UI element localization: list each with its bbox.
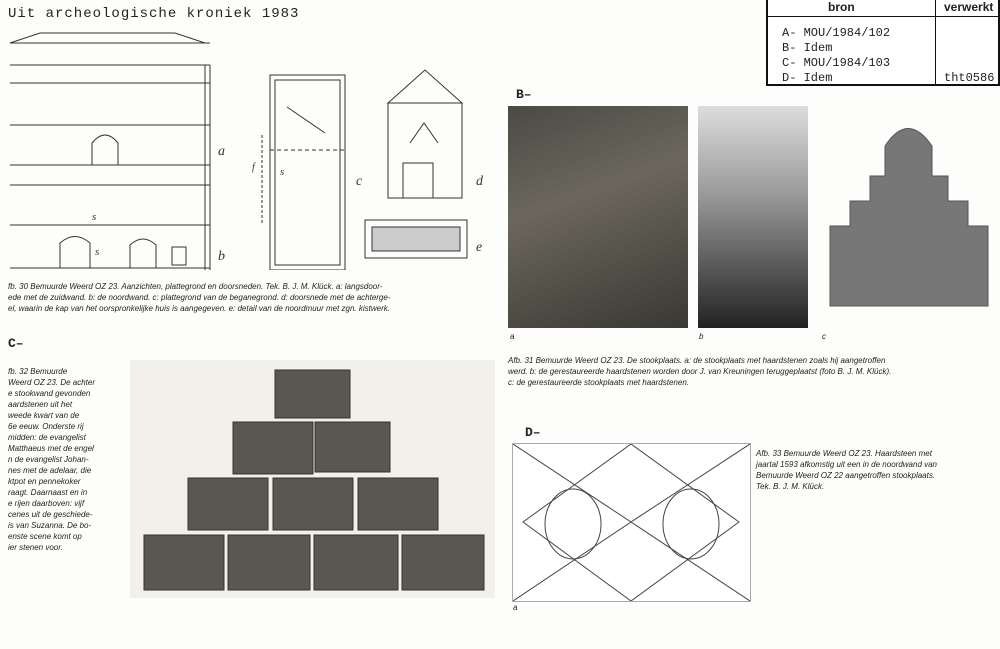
col-verwerkt-header: verwerkt bbox=[944, 0, 994, 14]
drawing-label-s3: s bbox=[280, 166, 285, 178]
source-row: D- Idem bbox=[782, 71, 833, 85]
drawing-label-d: d bbox=[476, 174, 483, 189]
drawing-label-b: b bbox=[218, 249, 225, 264]
architectural-drawings bbox=[0, 25, 495, 270]
section-label-d: D– bbox=[525, 425, 541, 440]
caption-afb31: Afb. 31 Bemuurde Weerd OZ 23. De stookplaats. a: de stookplaats met haardstenen zoals hij aangetroffen werd. b: de gerestaureerde haardstenen worden door J. van Kreuningen teruggeplaatst (foto B. J. M. Klück). c: de gerestaureerde stookplaats met haardstenen. bbox=[508, 356, 892, 387]
drawing-label-s1: s bbox=[92, 211, 97, 223]
source-row: C- MOU/1984/103 bbox=[782, 56, 891, 70]
caption-afb32: fb. 32 Bemuurde Weerd OZ 23. De achter e stookwand gevonden aardstenen uit het weede kwart van de 6e eeuw. Onderste rij midden: de evangelist Matthaeus met de engel n de evangelist Johan- nes met de adelaar, die ktpot en pennekoker raagt. Daarnaast en in e rijen daarboven: vijf cenes uit de geschiede- is van Suzanna. De bo- enste scene komt op ier stenen voor. bbox=[8, 367, 95, 552]
section-label-b: B– bbox=[516, 87, 532, 102]
photo-label-c: c bbox=[822, 332, 826, 341]
page-header-title: Uit archeologische kroniek 1983 bbox=[8, 6, 300, 22]
source-table-divider bbox=[935, 0, 936, 84]
photo-label-b: b bbox=[699, 332, 704, 341]
photo-hearth-found bbox=[508, 106, 688, 328]
photo-restoration bbox=[698, 106, 808, 328]
photo-restored-hearth bbox=[820, 106, 998, 328]
source-row: B- Idem bbox=[782, 41, 833, 55]
source-table bbox=[766, 0, 1000, 86]
photo-label-a: a bbox=[510, 332, 515, 341]
photo-label-d: a bbox=[513, 603, 518, 612]
section-label-c: C– bbox=[8, 336, 24, 351]
drawing-label-e: e bbox=[476, 240, 483, 255]
photo-hearth-stones bbox=[130, 360, 495, 598]
drawing-hearthstone-1593 bbox=[512, 443, 751, 602]
col-bron-header: bron bbox=[828, 0, 855, 14]
drawing-label-a: a bbox=[218, 144, 225, 159]
source-row: A- MOU/1984/102 bbox=[782, 26, 891, 40]
drawing-label-f: f bbox=[252, 162, 255, 173]
drawing-label-c: c bbox=[356, 174, 363, 189]
caption-afb30: fb. 30 Bemuurde Weerd OZ 23. Aanzichten, plattegrond en doorsneden. Tek. B. J. M. Klück. a: langsdoor- ede met de zuidwand. b: de noordwand. c: plattegrond van de beganegrond. d: doorsnede met de achterge- el, waarin de kap van het oorspronkelijke huis is aangegeven. e: detail van de noordmuur met zgn. kistwerk. bbox=[8, 282, 391, 313]
verwerkt-value: tht0586 bbox=[944, 71, 995, 85]
caption-afb33: Afb. 33 Bemuurde Weerd OZ 23. Haardsteen met jaartal 1593 afkomstig uit een in de noordwand van Bemuurde Weerd OZ 22 aangetroffen stookplaats. Tek. B. J. M. Klück. bbox=[756, 449, 938, 491]
drawing-label-s2: s bbox=[95, 246, 100, 258]
